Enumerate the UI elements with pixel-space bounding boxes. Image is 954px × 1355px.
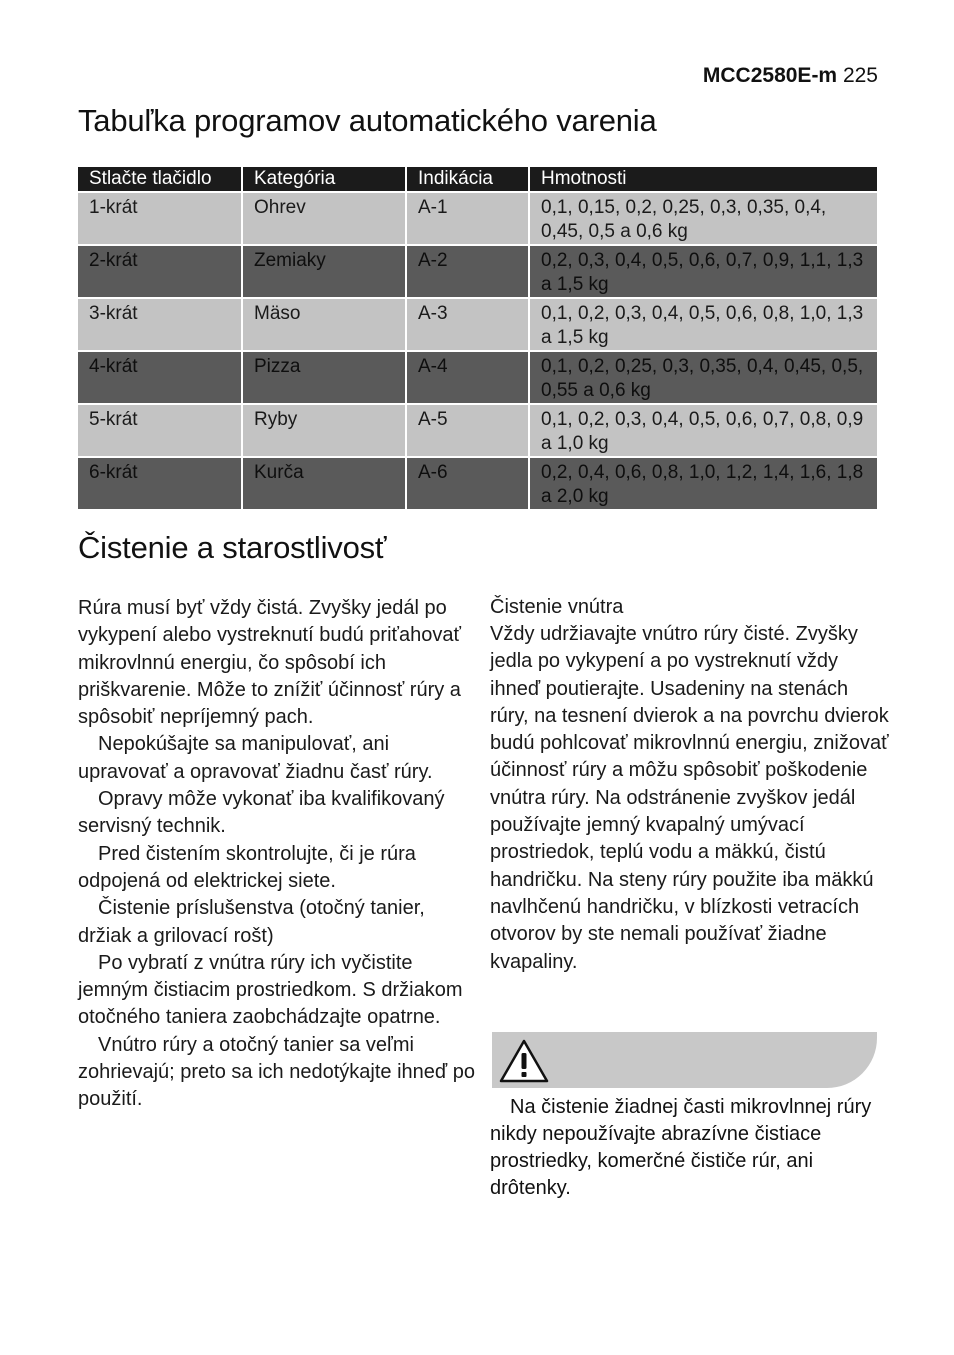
- table-cell: Pizza: [242, 351, 406, 404]
- table-cell: 6-krát: [78, 457, 242, 509]
- column-header: Kategória: [242, 167, 406, 192]
- table-row: [78, 245, 877, 298]
- column-header: Indikácia: [406, 167, 529, 192]
- model-name: MCC2580E-m: [702, 64, 838, 87]
- paragraph: Čistenie príslušenstva (otočný tanier, držiak a grilovací rošt): [78, 897, 425, 947]
- warning-text-block: [490, 1094, 890, 1202]
- section-title-cleaning: Čistenie a starostlivosť: [78, 530, 387, 565]
- subheading-interior: Čistenie vnútra: [490, 596, 624, 618]
- table-row: [78, 457, 877, 509]
- warning-triangle-icon: [498, 1038, 550, 1084]
- warning-banner: [492, 1032, 877, 1088]
- table-cell: 3-krát: [78, 298, 242, 351]
- page-number: 225: [842, 64, 878, 87]
- cleaning-left-column: [78, 595, 478, 1114]
- table-cell: A-2: [406, 245, 529, 298]
- table-cell: A-5: [406, 404, 529, 457]
- table-row: [78, 192, 877, 245]
- paragraph: Nepokúšajte sa manipulovať, ani upravovať a opravovať žiadnu časť rúry.: [78, 733, 433, 783]
- table-row: [78, 351, 877, 404]
- column-header: Stlačte tlačidlo: [78, 167, 242, 192]
- table-cell: 0,1, 0,15, 0,2, 0,25, 0,3, 0,35, 0,4, 0,45, 0,5 a 0,6 kg: [529, 192, 877, 245]
- table-cell: 0,1, 0,2, 0,25, 0,3, 0,35, 0,4, 0,45, 0,5, 0,55 a 0,6 kg: [529, 351, 877, 404]
- table-cell: 1-krát: [78, 192, 242, 245]
- column-header: Hmotnosti: [529, 167, 877, 192]
- table-cell: Ohrev: [242, 192, 406, 245]
- table-cell: Kurča: [242, 457, 406, 509]
- table-cell: Zemiaky: [242, 245, 406, 298]
- paragraph: Opravy môže vykonať iba kvalifikovaný servisný technik.: [78, 788, 445, 838]
- page-header: [703, 64, 878, 88]
- table-cell: A-4: [406, 351, 529, 404]
- section-title-programs: Tabuľka programov automatického varenia: [78, 103, 657, 138]
- paragraph: Po vybratí z vnútra rúry ich vyčistite jemným čistiacim prostriedkom. S držiakom otočného taniera zaobchádzajte opatrne.: [78, 951, 463, 1029]
- table-cell: 0,2, 0,4, 0,6, 0,8, 1,0, 1,2, 1,4, 1,6, 1,8 a 2,0 kg: [529, 457, 877, 509]
- table-cell: 4-krát: [78, 351, 242, 404]
- table-cell: Mäso: [242, 298, 406, 351]
- table-cell: 5-krát: [78, 404, 242, 457]
- paragraph: Rúra musí byť vždy čistá. Zvyšky jedál po vykypení alebo vystreknutí budú priťahovať mikrovlnnú energiu, čo spôsobí ich priškvarenie. Môže to znížiť účinnosť rúry a spôsobiť nepríjemný pach.: [78, 597, 461, 729]
- table-cell: 2-krát: [78, 245, 242, 298]
- cleaning-right-column: [490, 594, 890, 976]
- warning-text: Na čistenie žiadnej časti mikrovlnnej rúry nikdy nepoužívajte abrazívne čistiace prostriedky, komerčné čističe rúr, ani drôtenky.: [490, 1096, 872, 1199]
- table-row: [78, 404, 877, 457]
- table-cell: A-1: [406, 192, 529, 245]
- auto-cook-table: [78, 167, 877, 509]
- table-cell: Ryby: [242, 404, 406, 457]
- paragraph: Pred čistením skontrolujte, či je rúra odpojená od elektrickej siete.: [78, 842, 416, 892]
- table-row: [78, 298, 877, 351]
- table-cell: 0,1, 0,2, 0,3, 0,4, 0,5, 0,6, 0,8, 1,0, 1,3 a 1,5 kg: [529, 298, 877, 351]
- table-cell: A-3: [406, 298, 529, 351]
- table-cell: 0,1, 0,2, 0,3, 0,4, 0,5, 0,6, 0,7, 0,8, 0,9 a 1,0 kg: [529, 404, 877, 457]
- paragraph: Vždy udržiavajte vnútro rúry čisté. Zvyšky jedla po vykypení a po vystreknutí vždy ihneď poutierajte. Usadeniny na stenách rúry, na tesnení dvierok a na povrchu dvierok budú pohlcovať mikrovlnnú energiu, znižovať účinnosť rúry a môžu spôsobiť poškodenie vnútra rúry. Na odstránenie zvyškov jedál používajte jemný kvapalný umývací prostriedok, teplú vodu a mäkkú, čistú handričku. Na steny rúry použite iba mäkkú navlhčenú handričku, v blízkosti vetracích otvorov by ste nemali používať žiadne kvapaliny.: [490, 623, 889, 973]
- table-cell: A-6: [406, 457, 529, 509]
- paragraph: Vnútro rúry a otočný tanier sa veľmi zohrievajú; preto sa ich nedotýkajte ihneď po použití.: [78, 1033, 475, 1111]
- table-cell: 0,2, 0,3, 0,4, 0,5, 0,6, 0,7, 0,9, 1,1, 1,3 a 1,5 kg: [529, 245, 877, 298]
- table-header-row: [78, 167, 877, 192]
